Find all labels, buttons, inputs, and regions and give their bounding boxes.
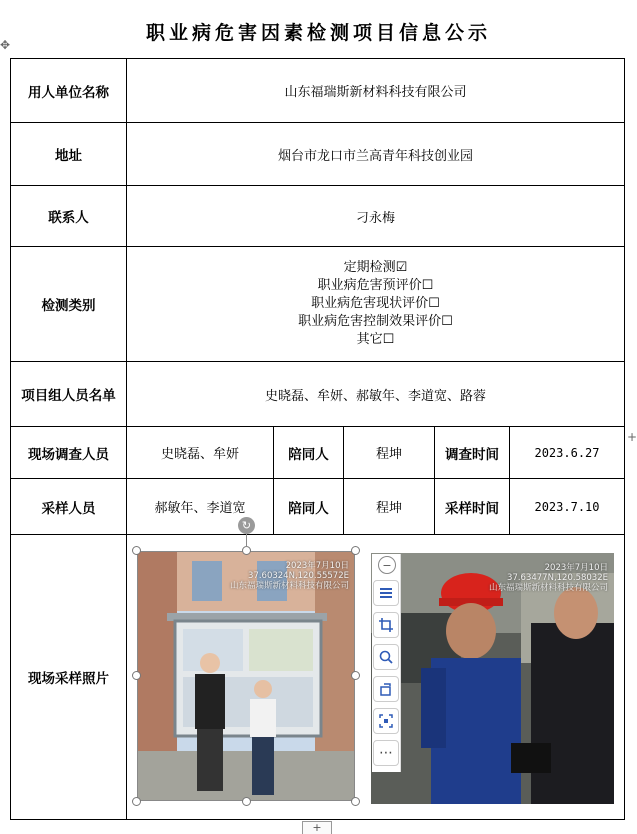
- layout-icon: [378, 585, 394, 601]
- survey-time-value: 2023.6.27: [510, 427, 625, 479]
- survey-staff-value: 史晓磊、牟妍: [127, 427, 274, 479]
- category-options: [127, 247, 625, 362]
- address-label: 地址: [10, 123, 127, 186]
- sampling-time-label: 采样时间: [435, 479, 510, 535]
- resize-handle[interactable]: [351, 546, 360, 555]
- collapse-toolbar-button[interactable]: −: [378, 556, 396, 574]
- employer-value: 山东福瑞斯新材料科技有限公司: [127, 58, 625, 123]
- employer-label: 用人单位名称: [10, 58, 127, 123]
- category-option: 定期检测☑: [343, 260, 408, 275]
- survey-companion-value: 程坤: [344, 427, 435, 479]
- survey-time-label: 调查时间: [435, 427, 510, 479]
- rotate-icon: [378, 681, 394, 697]
- resize-handle[interactable]: [242, 797, 251, 806]
- address-value: 烟台市龙口市兰高青年科技创业园: [127, 123, 625, 186]
- survey-companion-label: 陪同人: [274, 427, 344, 479]
- sampling-companion-label: 陪同人: [274, 479, 344, 535]
- team-label: 项目组人员名单: [10, 362, 127, 427]
- category-label: 检测类别: [10, 247, 127, 362]
- more-icon: ⋯: [379, 745, 393, 761]
- resize-handle[interactable]: [242, 546, 251, 555]
- image-toolbar: [372, 554, 401, 772]
- layout-button[interactable]: [373, 580, 399, 606]
- resize-handle[interactable]: [351, 671, 360, 680]
- photo-2-watermark: 2023年7月10日 37.63477N,120.58032E 山东福瑞斯新材料科技有限公司: [488, 563, 608, 593]
- sampling-staff-value: 郝敏年、李道宽: [127, 479, 274, 535]
- more-button[interactable]: [373, 740, 399, 766]
- move-handle-icon[interactable]: ✥: [0, 38, 11, 52]
- category-option: 职业病危害预评价☐: [317, 278, 434, 293]
- resize-handle[interactable]: [132, 546, 141, 555]
- survey-staff-label: 现场调查人员: [10, 427, 127, 479]
- category-option: 其它☐: [356, 332, 395, 347]
- frame-icon: [378, 713, 394, 729]
- resize-handle[interactable]: [132, 797, 141, 806]
- add-column-button[interactable]: +: [627, 430, 637, 444]
- resize-handle[interactable]: [132, 671, 141, 680]
- sampling-companion-value: 程坤: [344, 479, 435, 535]
- category-option: 职业病危害现状评价☐: [311, 296, 440, 311]
- add-row-button[interactable]: +: [302, 821, 332, 834]
- rotate-button[interactable]: [373, 676, 399, 702]
- frame-button[interactable]: [373, 708, 399, 734]
- resize-handle[interactable]: [351, 797, 360, 806]
- sampling-staff-label: 采样人员: [10, 479, 127, 535]
- page-title: 职业病危害因素检测项目信息公示: [145, 22, 491, 44]
- site-photo-2[interactable]: [371, 553, 614, 804]
- contact-label: 联系人: [10, 186, 127, 247]
- category-option: 职业病危害控制效果评价☐: [298, 314, 453, 329]
- selection-frame: [137, 551, 355, 801]
- crop-button[interactable]: [373, 612, 399, 638]
- sampling-time-value: 2023.7.10: [510, 479, 625, 535]
- contact-value: 刁永梅: [127, 186, 625, 247]
- photo-1-watermark: 2023年7月10日 37.60324N,120.55572E 山东福瑞斯新材料科技有限公司: [229, 561, 349, 591]
- crop-icon: [378, 617, 394, 633]
- zoom-button[interactable]: [373, 644, 399, 670]
- rotate-handle-icon[interactable]: ↻: [238, 517, 255, 534]
- team-value: 史晓磊、牟妍、郝敏年、李道宽、路蓉: [127, 362, 625, 427]
- photos-label: 现场采样照片: [10, 535, 127, 820]
- zoom-icon: [378, 649, 394, 665]
